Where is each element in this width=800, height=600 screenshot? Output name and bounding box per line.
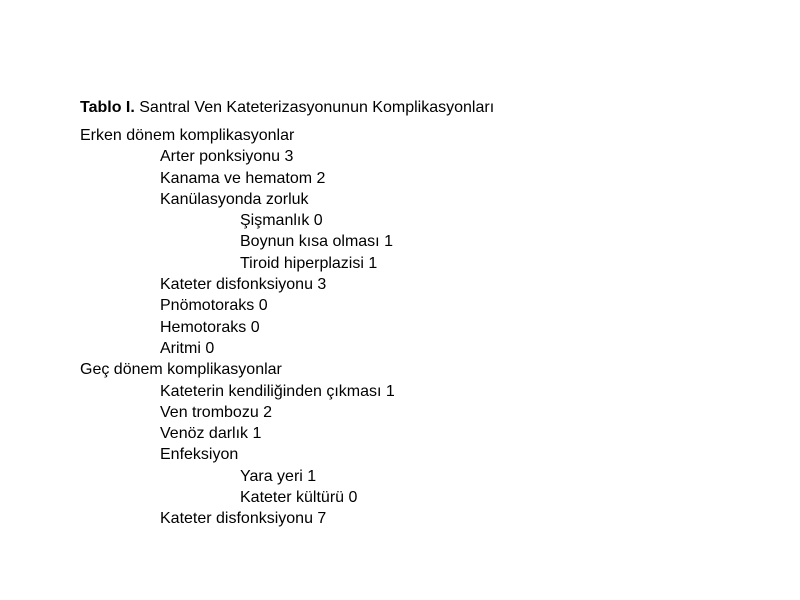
sub-list-item: Boynun kısa olması 1 [240,233,393,251]
table-title [80,97,780,118]
sub-list-item: Yara yeri 1 [240,467,317,485]
list-item: Hemotoraks 0 [160,318,260,336]
list-item: Kanama ve hematom 2 [160,169,326,187]
table-title-text: Santral Ven Kateterizasyonunun Komplikasyonları [134,99,495,116]
list-item: Pnömotoraks 0 [160,297,268,315]
list-item: Ven trombozu 2 [160,403,273,421]
sub-list-item: Tiroid hiperplazisi 1 [240,254,378,272]
list-item: Kanülasyonda zorluk [160,190,309,208]
document-body [80,97,780,530]
list-item: Kateter disfonksiyonu 3 [160,276,327,294]
list-item: Enfeksiyon [160,446,239,464]
sub-list-item: Kateter kültürü 0 [240,489,358,507]
section-heading: Geç dönem komplikasyonlar [80,361,282,379]
table-title-label: Tablo I. [80,99,135,116]
list-item: Kateterin kendiliğinden çıkması 1 [160,382,395,400]
list-item: Kateter disfonksiyonu 7 [160,510,327,528]
list-item: Venöz darlık 1 [160,425,262,443]
list-item: Arter ponksiyonu 3 [160,148,294,166]
section-heading: Erken dönem komplikasyonlar [80,127,295,144]
complication-list [80,125,780,530]
list-item: Aritmi 0 [160,339,215,357]
sub-list-item: Şişmanlık 0 [240,212,323,230]
